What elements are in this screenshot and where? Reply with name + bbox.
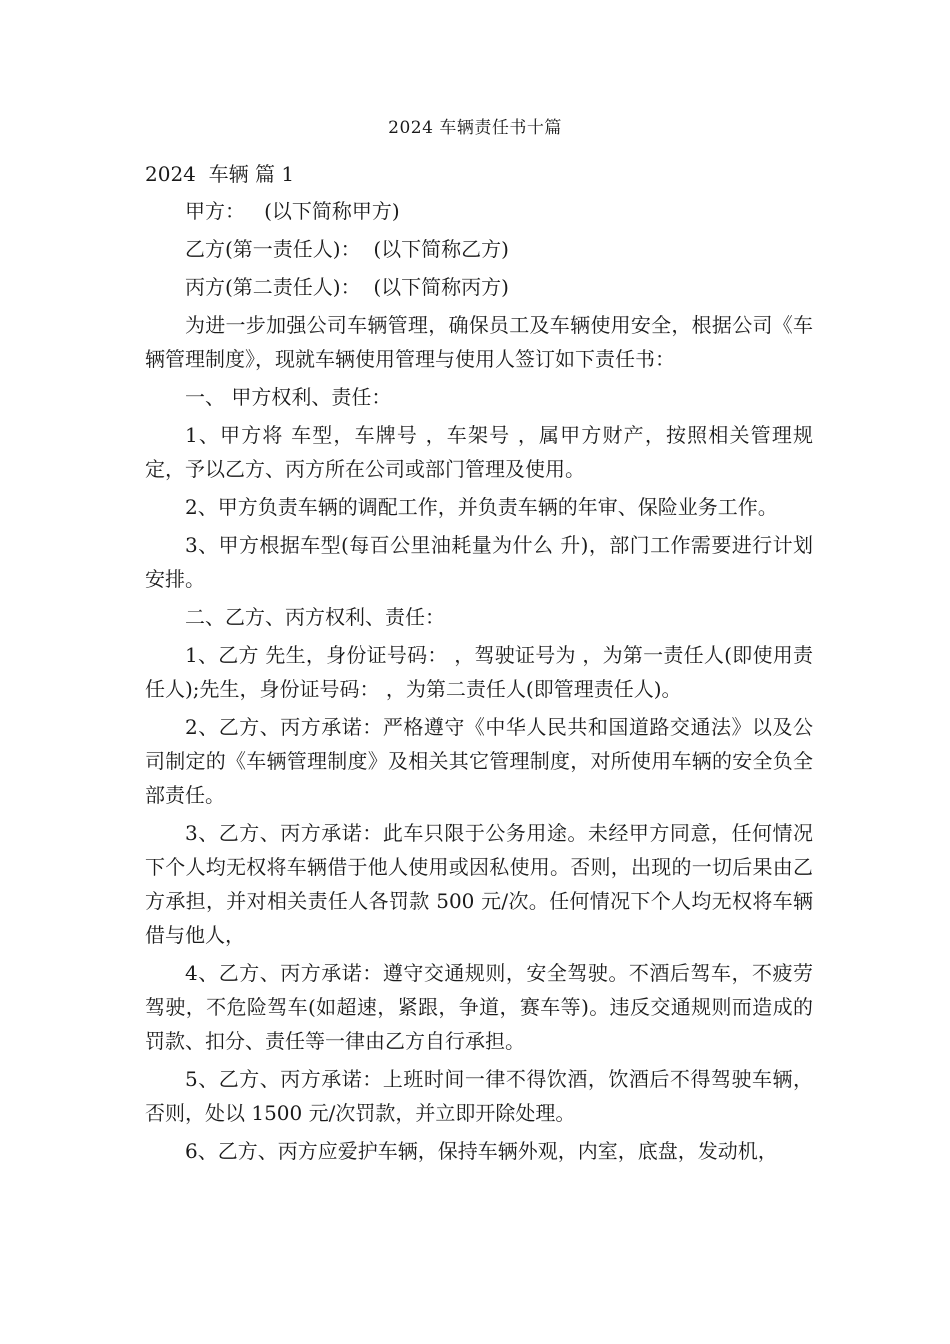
paragraph-bc-item-1: 1、乙方 先生，身份证号码： ，驾驶证号为 ，为第一责任人(即使用责任人);先生，身份证号码： ，为第二责任人(即管理责任人)。 <box>145 643 813 701</box>
paragraph-bc-item-5: 5、乙方、丙方承诺：上班时间一律不得饮酒，饮酒后不得驾驶车辆，否则，处以 1500 元/次罚款，并立即开除处理。 <box>145 1067 813 1125</box>
heading-party-bc-rights: 二、乙方、丙方权利、责任： <box>185 605 445 629</box>
paragraph-bc-item-6: 6、乙方、丙方应爱护车辆，保持车辆外观，内室，底盘，发动机， <box>185 1139 778 1163</box>
paragraph-bc-item-2: 2、乙方、丙方承诺：严格遵守《中华人民共和国道路交通法》以及公司制定的《车辆管理制度》及相关其它管理制度，对所使用车辆的安全负全部责任。 <box>145 715 813 807</box>
paragraph-party-b: 乙方(第一责任人)： (以下简称乙方) <box>185 237 509 261</box>
paragraph-a-item-3: 3、甲方根据车型(每百公里油耗量为什么 升)，部门工作需要进行计划安排。 <box>145 533 813 591</box>
document-title: 2024 车辆责任书十篇 <box>388 118 562 138</box>
document-body <box>145 194 813 1168</box>
paragraph-a-item-2: 2、甲方负责车辆的调配工作，并负责车辆的年审、保险业务工作。 <box>185 495 778 519</box>
paragraph-party-a: 甲方： (以下简称甲方) <box>185 199 400 223</box>
paragraph-a-item-1: 1、甲方将 车型，车牌号 ，车架号 ，属甲方财产，按照相关管理规定，予以乙方、丙方所在公司或部门管理及使用。 <box>145 423 813 481</box>
paragraph-bc-item-4: 4、乙方、丙方承诺：遵守交通规则，安全驾驶。不酒后驾车，不疲劳驾驶，不危险驾车(如超速，紧跟，争道，赛车等)。违反交通规则而造成的罚款、扣分、责任等一律由乙方自行承担。 <box>145 961 813 1053</box>
section-heading: 2024 车辆 篇 1 <box>145 162 295 186</box>
paragraph-bc-item-3: 3、乙方、丙方承诺：此车只限于公务用途。未经甲方同意，任何情况下个人均无权将车辆借于他人使用或因私使用。否则，出现的一切后果由乙方承担，并对相关责任人各罚款 500 元/次。任何情况下个人均无权将车辆借与他人， <box>145 821 813 947</box>
paragraph-party-c: 丙方(第二责任人)： (以下简称丙方) <box>185 275 509 299</box>
heading-party-a-rights: 一、 甲方权利、责任： <box>185 385 392 409</box>
paragraph-intro: 为进一步加强公司车辆管理，确保员工及车辆使用安全，根据公司《车辆管理制度》，现就车辆使用管理与使用人签订如下责任书： <box>145 313 813 371</box>
